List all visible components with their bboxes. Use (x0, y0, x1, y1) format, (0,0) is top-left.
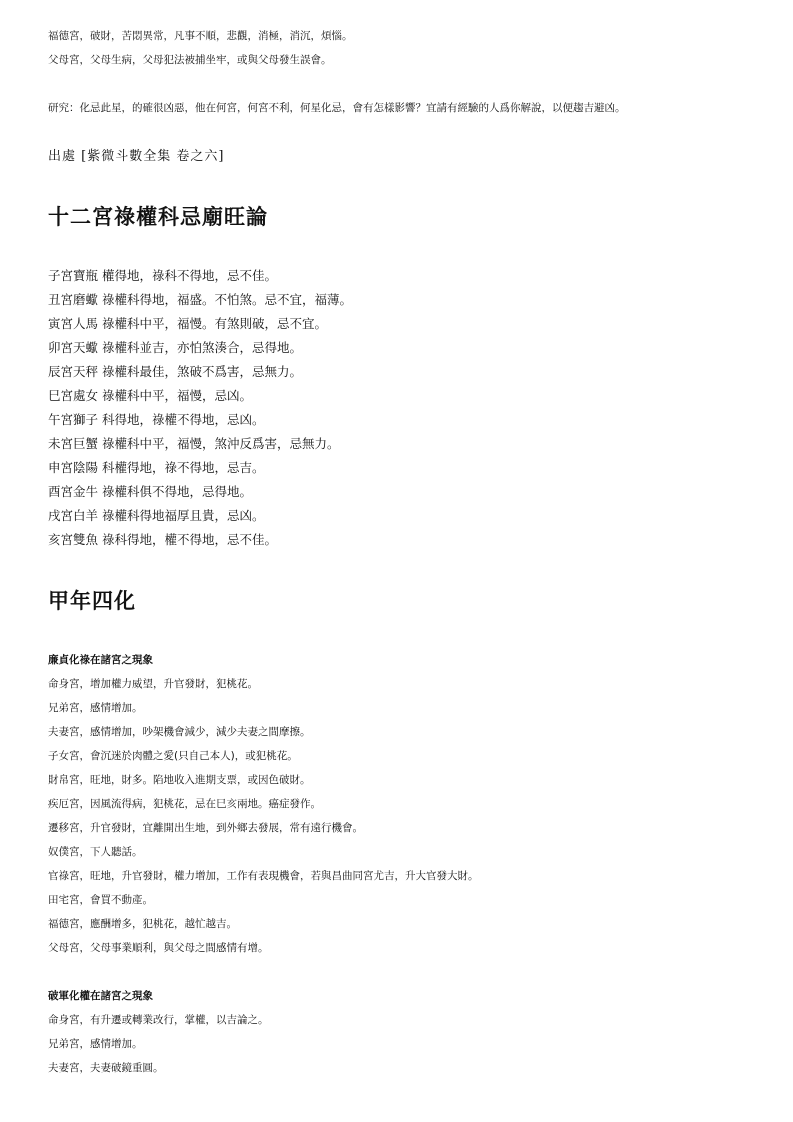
palace-line: 卯宮天蠍 祿權科並吉，亦怕煞湊合，忌得地。 (48, 340, 302, 355)
list-item: 官祿宮，旺地，升官發財，權力增加，工作有表現機會，若與昌曲同宮尤吉，升大官發大財。 (48, 870, 479, 882)
list-item: 福德宮，應酬增多，犯桃花，越忙越吉。 (48, 918, 237, 930)
palace-line: 戌宮白羊 祿權科得地福厚且貴，忌凶。 (48, 508, 265, 523)
list-item: 命身宮，增加權力威望，升官發財，犯桃花。 (48, 678, 258, 690)
list-item: 父母宮，父母事業順利，與父母之間感情有增。 (48, 942, 269, 954)
palace-line: 未宮巨蟹 祿權科中平，福慢，煞沖反爲害，忌無力。 (48, 436, 340, 451)
list-item: 疾厄宮，因風流得病，犯桃花，忌在巳亥兩地。癌症發作。 (48, 798, 321, 810)
intro-line-fude: 福德宮，破財，苦悶異常，凡事不順，悲觀，消極，消沉，煩惱。 (48, 30, 353, 42)
research-note: 研究：化忌此星，的確很凶惡，他在何宮，何宮不利，何星化忌，會有怎樣影響？宜請有經驗的人爲你解說，以便趨吉避凶。 (48, 102, 626, 114)
list-item: 命身宮，有升遷或轉業改行，掌權，以吉論之。 (48, 1014, 269, 1026)
palace-line: 寅宮人馬 祿權科中平，福慢。有煞則破，忌不宜。 (48, 316, 327, 331)
palace-line: 丑宮磨蠍 祿權科得地，福盛。不怕煞。忌不宜，福薄。 (48, 292, 352, 307)
list-item: 田宅宮，會買不動產。 (48, 894, 153, 906)
list-item: 夫妻宮，感情增加，吵架機會減少，減少夫妻之間摩擦。 (48, 726, 311, 738)
subsection-heading-pojun: 破軍化權在諸宮之現象 (48, 990, 153, 1002)
list-item: 遷移宮，升官發財，宜離開出生地，到外鄉去發展，常有遠行機會。 (48, 822, 363, 834)
list-item: 財帛宮，旺地，財多。陷地收入進期支票，或因色破財。 (48, 774, 311, 786)
list-item: 夫妻宮，夫妻破鏡重圓。 (48, 1062, 164, 1074)
section-title-jia-year: 甲年四化 (48, 588, 136, 613)
section-title-twelve-palaces: 十二宮祿權科忌廟旺論 (48, 204, 268, 229)
palace-line: 辰宮天秤 祿權科最佳，煞破不爲害，忌無力。 (48, 364, 302, 379)
palace-line: 子宮寶瓶 權得地，祿科不得地，忌不佳。 (48, 268, 277, 283)
palace-line: 巳宮處女 祿權科中平，福慢，忌凶。 (48, 388, 252, 403)
subsection-heading-lianzhen: 廉貞化祿在諸宮之現象 (48, 654, 153, 666)
source-citation: 出處 [紫微斗數全集 卷之六] (48, 149, 225, 164)
palace-line: 酉宮金牛 祿權科俱不得地，忌得地。 (48, 484, 252, 499)
list-item: 奴僕宮，下人聽話。 (48, 846, 143, 858)
palace-line: 申宮陰陽 科權得地，祿不得地，忌吉。 (48, 460, 265, 475)
list-item: 兄弟宮，感情增加。 (48, 702, 143, 714)
palace-line: 亥宮雙魚 祿科得地，權不得地，忌不佳。 (48, 532, 277, 547)
palace-line: 午宮獅子 科得地，祿權不得地，忌凶。 (48, 412, 265, 427)
list-item: 兄弟宮，感情增加。 (48, 1038, 143, 1050)
list-item: 子女宮，會沉迷於肉體之愛(只自己本人)，或犯桃花。 (48, 750, 298, 762)
intro-line-fumu: 父母宮，父母生病，父母犯法被捕坐牢，或與父母發生誤會。 (48, 54, 332, 66)
